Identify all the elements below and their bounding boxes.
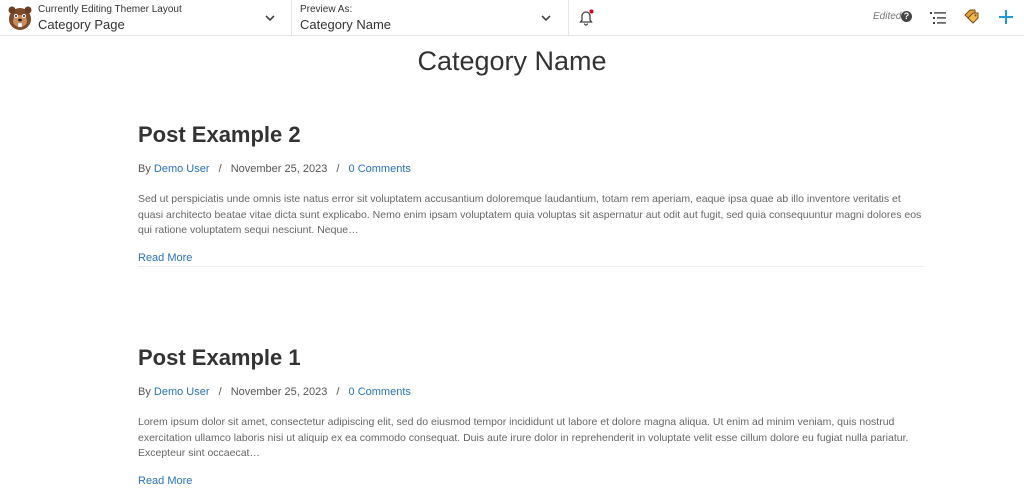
read-more-link[interactable]: Read More <box>138 251 193 264</box>
toolbar-divider <box>568 0 569 36</box>
post-date: November 25, 2023 <box>230 163 328 175</box>
outline-icon[interactable] <box>930 11 946 25</box>
beaver-logo[interactable] <box>6 4 34 32</box>
layout-label: Currently Editing Themer Layout <box>38 4 182 15</box>
comments-link[interactable]: 0 Comments <box>348 163 411 175</box>
plus-icon[interactable] <box>998 9 1014 25</box>
toolbar-divider <box>291 0 292 36</box>
preview-label: Preview As: <box>300 4 353 15</box>
post-title[interactable]: Post Example 2 <box>138 122 301 147</box>
preview-selector[interactable] <box>300 4 391 33</box>
editor-toolbar <box>0 0 1024 36</box>
post-meta <box>138 162 924 176</box>
preview-value: Category Name <box>300 17 392 32</box>
author-link[interactable]: Demo User <box>153 386 210 398</box>
post-date: November 25, 2023 <box>230 386 328 398</box>
post-meta <box>138 385 924 399</box>
help-icon[interactable]: ? <box>901 11 912 22</box>
tags-icon[interactable] <box>963 8 981 26</box>
post-excerpt: Sed ut perspiciatis unde omnis iste natus error sit voluptatem accusantium doloremque laudantium, totam rem aperiam, eaque ipsa quae ab illo inventore veritatis et quasi architecto beatae vitae dicta sunt explicabo. Nemo enim ipsam voluptatem quia voluptas sit aspernatur aut odit aut fugit, sed quia consequuntur magni dolores eos qui ratione voluptatem sequi nesciunt. Neque… <box>138 193 922 236</box>
meta-separator: / <box>336 386 340 398</box>
meta-by: By <box>138 386 151 398</box>
meta-separator: / <box>218 386 222 398</box>
page-title: Category Name <box>417 46 607 76</box>
post-card <box>138 122 924 267</box>
author-link[interactable]: Demo User <box>153 163 210 175</box>
meta-separator: / <box>336 163 340 175</box>
read-more-link[interactable]: Read More <box>138 474 193 487</box>
post-divider <box>138 266 924 267</box>
post-title[interactable]: Post Example 1 <box>138 345 301 370</box>
layout-selector[interactable] <box>38 4 182 33</box>
post-card <box>138 345 924 487</box>
edited-status[interactable]: Edited <box>873 11 902 22</box>
comments-link[interactable]: 0 Comments <box>348 386 411 398</box>
chevron-down-icon[interactable] <box>540 12 552 24</box>
chevron-down-icon[interactable] <box>264 12 276 24</box>
layout-value: Category Page <box>38 17 125 32</box>
meta-separator: / <box>218 163 222 175</box>
bell-icon[interactable] <box>578 9 594 26</box>
meta-by: By <box>138 163 151 175</box>
post-excerpt: Lorem ipsum dolor sit amet, consectetur adipiscing elit, sed do eiusmod tempor incididunt ut labore et dolore magna aliqua. Ut enim ad minim veniam, quis nostrud exercitation ullamco laboris nisi ut aliquip ex ea commodo consequat. Duis aute irure dolor in reprehenderit in voluptate velit esse cillum dolore eu fugiat nulla pariatur. Excepteur sint occaecat… <box>138 416 909 459</box>
notification-dot <box>590 10 594 14</box>
